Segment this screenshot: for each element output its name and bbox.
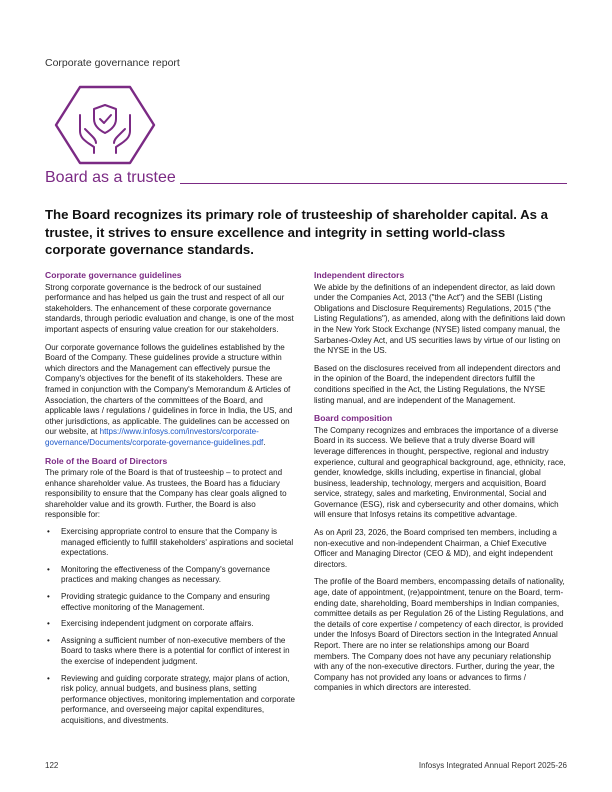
board-composition-paragraph-3: The profile of the Board members, encompassing details of nationality, age, date of appointment, (re)appointment, tenure on the Board, term-ending date, shareholding, Board memberships in Indian companies, committee details as per Regulation 26 of the Listing Regulations, and the details of core expertise / competency of each director, is provided under the Infosys Board of Directors section in the Integrated Annual Report. There are no inter se relationships among our Board members. The Company does not have any pecuniary relationship with any of the non-executive directors. Further, during the year, the Company has not provided any loans or advances to firms / companies in which directors are interested. [314, 577, 565, 693]
board-composition-heading: Board composition [314, 413, 393, 424]
list-item [45, 619, 297, 630]
board-role-paragraph: The primary role of the Board is that of trusteeship – to protect and enhance shareholder value. As trustees, the Board has a fiduciary responsibility to ensure that the Company has clear goals aligned to shareholder value and its growth. Further, the Board is also responsible for: [45, 468, 287, 520]
guidelines-paragraph-1: Strong corporate governance is the bedrock of our sustained performance and has helped us gain the trust and respect of all our stakeholders. The enhancement of these corporate governance standards, through periodic evaluation and change, is one of the most important aspects of ensuring value creation for our stakeholders. [45, 282, 294, 334]
list-item [45, 636, 297, 668]
bullet-icon: • [47, 619, 50, 629]
board-composition-paragraph-2: As on April 23, 2026, the Board comprised ten members, including a non-executive and non-independent Chairman, a Chief Executive Officer and Managing Director (CEO & MD), and eight independent directors. [314, 528, 557, 569]
report-title: Infosys Integrated Annual Report 2025-26 [418, 761, 567, 770]
guidelines-paragraph-2-text: Our corporate governance follows the guidelines established by the Board of the Company. These guidelines provide a structure within which directors and the Management can effectively pursue the Company's objectives for the benefit of its stakeholders. These are framed in conjunction with the Company's Memorandum & Articles of Association, the charters of the committees of the Board, and applicable laws / regulations / guidelines in force in India, the US, and other jurisdictions, as applicable. The guidelines can be accessed on our website, at [45, 342, 293, 437]
guidelines-link[interactable]: https://www.infosys.com/investors/corporate-governance/Documents/corporate-governance-guidelines.pdf [45, 427, 264, 447]
bullet-icon: • [47, 564, 50, 574]
list-item-text: Exercising appropriate control to ensure that the Company is managed efficiently to fulfill stakeholders' aspirations and societal expectations. [61, 527, 294, 558]
guidelines-heading: Corporate governance guidelines [45, 270, 182, 280]
board-responsibilities-list [45, 527, 297, 727]
section-heading [45, 168, 567, 188]
list-item-text: Reviewing and guiding corporate strategy, major plans of action, risk policy, annual budgets, and business plans, setting performance objectives, monitoring implementation and corporate performance, and overseeing major capital expenditures, acquisitions, and divestments. [61, 673, 295, 725]
list-item [45, 674, 297, 727]
list-item [45, 565, 297, 586]
page-header-label: Corporate governance report [45, 57, 180, 69]
list-item-text: Exercising independent judgment on corporate affairs. [61, 619, 254, 629]
list-item [45, 527, 297, 559]
bullet-icon: • [47, 592, 50, 602]
lead-statement: The Board recognizes its primary role of trusteeship of shareholder capital. As a trustee, it strives to ensure excellence and integrity in setting world-class corporate governance standards. [45, 207, 548, 257]
guidelines-paragraph-2 [45, 343, 297, 449]
page-number: 122 [45, 761, 59, 770]
list-item [45, 592, 297, 613]
bullet-icon: • [47, 635, 50, 645]
list-item-text: Assigning a sufficient number of non-executive members of the Board to tasks where there is a potential for conflict of interest in the exercise of independent judgment. [61, 635, 290, 666]
section-title: Board as a trustee [45, 168, 180, 188]
guidelines-link-end: . [263, 437, 266, 447]
bullet-icon: • [47, 527, 50, 537]
independent-directors-paragraph-2: Based on the disclosures received from all independent directors and in the opinion of the Board, the independent directors fulfill the conditions specified in the Act, the Listing Regulations, the NYSE listing manual, and are independent of the Management. [314, 363, 561, 405]
board-role-heading: Role of the Board of Directors [45, 455, 168, 466]
left-column [45, 270, 297, 733]
bullet-icon: • [47, 673, 50, 683]
independent-directors-paragraph-1: We abide by the definitions of an independent director, as laid down under the Companies Act, 2013 ("the Act") and the SEBI (Listing Obligations and Disclosure Requirements) Regulations, 2015 ("the Listing Regulations"), as amended, along with the definitions laid down in the New York Stock Exchange (NYSE) listed company manual, the Sarbanes-Oxley Act, and US securities laws by virtue of our listing on the NYSE in the US. [314, 282, 566, 356]
independent-directors-heading: Independent directors [314, 270, 405, 280]
hands-shield-check-icon [50, 85, 160, 165]
list-item-text: Monitoring the effectiveness of the Company's governance practices and making changes as necessary. [61, 564, 270, 585]
board-composition-paragraph-1: The Company recognizes and embraces the importance of a diverse Board in its success. We believe that a truly diverse Board will leverage differences in thought, perspective, regional and industry experience, cultural and geographical background, age, ethnicity, race, gender, knowledge, skills including, expertise in financial, global business, leadership, technology, mergers and acquisition, Board service, strategy, sales and marketing, Environmental, Social and Governance (ESG), risk and cybersecurity and other domains, which will ensure that Infosys retains its competitive advantage. [314, 425, 566, 520]
right-column [314, 270, 566, 701]
list-item-text: Providing strategic guidance to the Company and ensuring effective monitoring of the Management. [61, 592, 270, 612]
